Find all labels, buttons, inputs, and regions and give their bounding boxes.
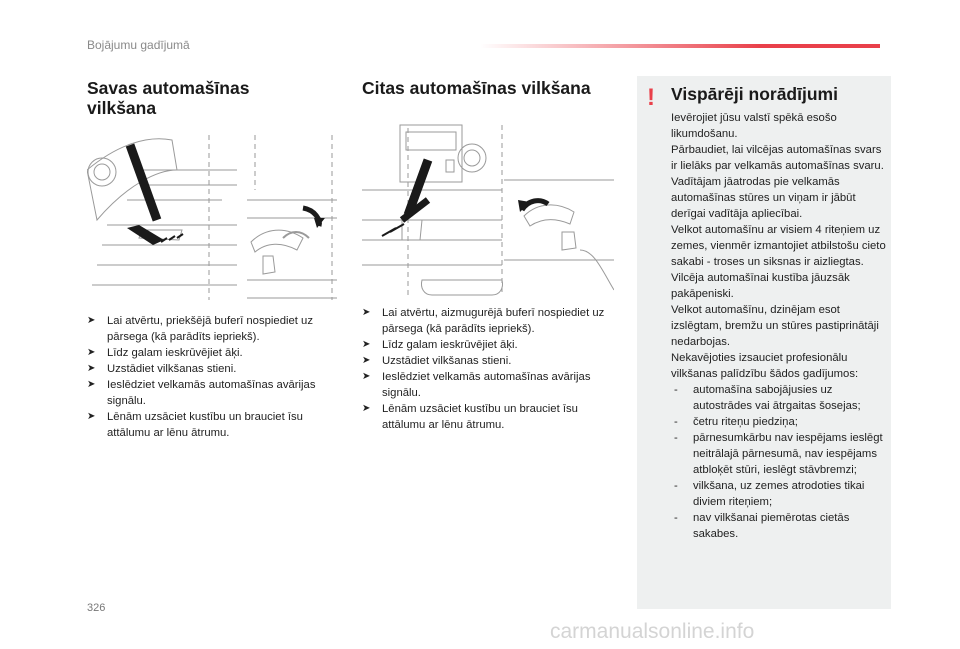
list-item: - četru riteņu piedziņa; — [674, 416, 798, 428]
list-item: ➤ Lai atvērtu, priekšējā buferī nospiediet uz pārsega (kā parādīts iepriekš). — [87, 315, 313, 343]
page-number: 326 — [87, 602, 106, 614]
dash-marker: - — [674, 512, 678, 524]
dash-marker: - — [674, 432, 678, 444]
dash-marker: - — [674, 480, 678, 492]
left-title-line2: vilkšana — [87, 98, 157, 118]
step-bullet-icon: ➤ — [87, 347, 96, 358]
watermark: carmanualsonline.info — [550, 620, 755, 643]
list-item: ➤ Lēnām uzsāciet kustību un brauciet īsu attālumu ar lēnu ātrumu. — [87, 411, 303, 439]
step-bullet-icon: ➤ — [362, 403, 371, 414]
step-bullet-icon: ➤ — [362, 371, 371, 382]
list-item: ➤ Lai atvērtu, aizmugurējā buferī nospiediet uz pārsega (kā parādīts iepriekš). — [362, 307, 605, 335]
panel-paragraph: Vadītājam jāatrodas pie velkamās automašīnas stūres un viņam ir jābūt derīgai vadītāja apliecībai. — [671, 176, 856, 220]
list-item: - pārnesumkārbu nav iespējams ieslēgt neitrālajā pārnesumā, nav iespējams atbloķēt stūri, ieslēgt stāvbremzi; — [674, 432, 883, 476]
rear-towing-steps — [362, 305, 612, 433]
exclamation-icon: ! — [647, 84, 655, 111]
section-header: Bojājumu gadījumā — [87, 38, 190, 52]
step-bullet-icon: ➤ — [362, 339, 371, 350]
list-item: ➤ Ieslēdziet velkamās automašīnas avārijas signālu. — [362, 371, 591, 399]
step-bullet-icon: ➤ — [87, 411, 96, 422]
step-bullet-icon: ➤ — [87, 379, 96, 390]
towing-cases-list — [671, 382, 887, 542]
list-item: ➤ Ieslēdziet velkamās automašīnas avārijas signālu. — [87, 379, 316, 407]
panel-paragraph: Pārbaudiet, lai vilcējas automašīnas svars ir lielāks par velkamās automašīnas svaru. — [671, 144, 884, 172]
middle-title: Citas automašīnas vilkšana — [362, 78, 591, 98]
panel-paragraph: Velkot automašīnu, dzinējam esot izslēgtam, bremžu un stūres pastiprinātāji nedarbojas. — [671, 304, 879, 348]
step-bullet-icon: ➤ — [362, 355, 371, 366]
panel-body — [671, 110, 887, 542]
dash-marker: - — [674, 384, 678, 396]
front-towing-illustration — [87, 130, 339, 302]
step-bullet-icon: ➤ — [87, 315, 96, 326]
list-item: ➤ Uzstādiet vilkšanas stieni. — [87, 363, 237, 375]
panel-paragraph: Velkot automašīnu ar visiem 4 riteņiem uz zemes, vienmēr izmantojiet atbilstošu cieto sakabi - troses un siksnas ir aizliegtas. — [671, 224, 886, 268]
step-bullet-icon: ➤ — [87, 363, 96, 374]
list-item: - nav vilkšanai piemērotas cietās sakabes. — [674, 512, 850, 540]
list-item: ➤ Līdz galam ieskrūvējiet āķi. — [87, 347, 243, 359]
header-accent-bar — [480, 44, 880, 48]
list-item: ➤ Līdz galam ieskrūvējiet āķi. — [362, 339, 518, 351]
left-title-line1: Savas automašīnas — [87, 78, 250, 98]
panel-paragraph: Vilcēja automašīnai kustība jāuzsāk pakāpeniski. — [671, 272, 850, 300]
list-item: - automašīna sabojājusies uz autostrādes vai ātrgaitas šosejas; — [674, 384, 861, 412]
front-towing-steps — [87, 313, 337, 441]
panel-paragraph: Ievērojiet jūsu valstī spēkā esošo likumdošanu. — [671, 112, 837, 140]
rear-towing-illustration — [362, 120, 614, 300]
left-title — [87, 78, 317, 118]
list-item: ➤ Uzstādiet vilkšanas stieni. — [362, 355, 512, 367]
list-item: ➤ Lēnām uzsāciet kustību un brauciet īsu attālumu ar lēnu ātrumu. — [362, 403, 578, 431]
step-bullet-icon: ➤ — [362, 307, 371, 318]
list-item: - vilkšana, uz zemes atrodoties tikai diviem riteņiem; — [674, 480, 865, 508]
dash-marker: - — [674, 416, 678, 428]
panel-paragraph: Nekavējoties izsauciet profesionālu vilkšanas palīdzību šādos gadījumos: — [671, 352, 859, 380]
panel-title: Vispārēji norādījumi — [671, 84, 838, 104]
